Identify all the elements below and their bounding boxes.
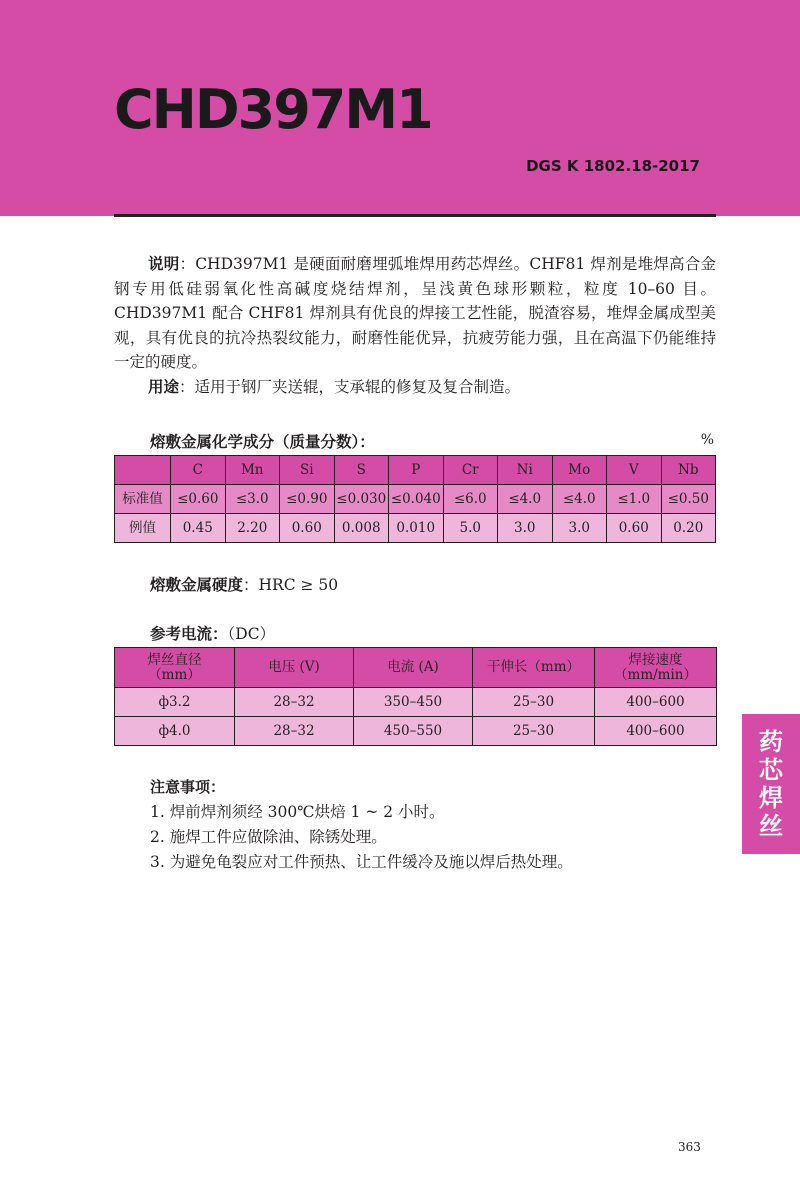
chem-cell: 标准值 (115, 485, 171, 514)
chem-header-mo: Mo (552, 456, 607, 485)
chem-cell: ≤0.50 (661, 485, 716, 514)
hardness-line (150, 573, 338, 595)
current-title-line (150, 622, 275, 644)
current-header-voltage: 电压 (V) (235, 648, 354, 688)
current-title: 参考电流： (150, 625, 228, 643)
chem-cell: ≤0.90 (280, 485, 335, 514)
current-cell: 28–32 (235, 717, 354, 746)
description-label: 说明 (148, 255, 180, 273)
chem-header-v: V (607, 456, 662, 485)
chemistry-table (114, 455, 716, 543)
current-row (115, 717, 717, 746)
standard-code: DGS K 1802.18-2017 (526, 157, 700, 175)
note-item: 2. 施焊工件应做除油、除锈处理。 (150, 828, 387, 846)
header-banner (0, 0, 800, 216)
chemistry-title: 熔敷金属化学成分（质量分数）： (150, 433, 375, 451)
chem-cell: 0.60 (607, 514, 662, 543)
chem-cell: ≤3.0 (225, 485, 280, 514)
notes-block (150, 775, 573, 875)
current-header-row (115, 648, 717, 688)
notes-title: 注意事项： (150, 778, 226, 796)
side-tab-label: 药芯焊丝 (759, 728, 783, 840)
chem-cell: ≤4.0 (552, 485, 607, 514)
chem-cell: 2.20 (225, 514, 280, 543)
chem-header-mn: Mn (225, 456, 280, 485)
current-cell: ф4.0 (115, 717, 235, 746)
chem-cell: 0.60 (280, 514, 335, 543)
current-header-current: 电流 (A) (354, 648, 473, 688)
current-row (115, 688, 717, 717)
hardness-label: 熔敷金属硬度 (150, 576, 244, 594)
current-header-stickout: 干伸长（mm） (473, 648, 595, 688)
current-header-diameter (115, 648, 235, 688)
header-line: 焊丝直径 (147, 651, 202, 668)
chem-cell: ≤6.0 (443, 485, 498, 514)
current-cell: 400–600 (595, 717, 717, 746)
usage-label: 用途 (148, 377, 180, 396)
description-text: ：CHD397M1 是硬面耐磨埋弧堆焊用药芯焊丝。CHF81 焊剂是堆焊高合金钢专用低硅弱氧化性高碱度烧结焊剂，呈浅黄色球形颗粒，粒度 10–60 目。CHD397M1 配合 CHF81 焊剂具有优良的焊接工艺性能，脱渣容易，堆焊金属成型美观，具有优良的抗冷热裂纹能力，耐磨性能优异，抗疲劳能力强，且在高温下仍能维持一定的硬度。 (114, 255, 716, 371)
description-block (114, 252, 716, 399)
note-item: 1. 焊前焊剂须经 300℃烘焙 1 ~ 2 小时。 (150, 803, 445, 821)
chem-header-si: Si (280, 456, 335, 485)
chemistry-example-row (115, 514, 716, 543)
chem-header-c: C (171, 456, 226, 485)
header-rule (114, 214, 716, 217)
current-cell: 25–30 (473, 688, 595, 717)
chem-cell: 5.0 (443, 514, 498, 543)
chem-header-cr: Cr (443, 456, 498, 485)
chem-cell: 3.0 (498, 514, 553, 543)
page-number: 363 (678, 1140, 701, 1154)
header-line: 焊接速度 (628, 651, 683, 668)
chem-cell: ≤0.040 (389, 485, 444, 514)
current-cell: 28–32 (235, 688, 354, 717)
chem-header-blank (115, 456, 171, 485)
chem-cell: ≤0.030 (334, 485, 389, 514)
usage-text: ：适用于钢厂夹送辊，支承辊的修复及复合制造。 (179, 377, 521, 396)
current-cell: ф3.2 (115, 688, 235, 717)
usage-paragraph (114, 375, 716, 400)
chemistry-header-row (115, 456, 716, 485)
current-cell: 400–600 (595, 688, 717, 717)
current-cell: 350–450 (354, 688, 473, 717)
chem-cell: 3.0 (552, 514, 607, 543)
chem-cell: 0.45 (171, 514, 226, 543)
side-tab (742, 714, 800, 854)
chem-header-p: P (389, 456, 444, 485)
chem-header-ni: Ni (498, 456, 553, 485)
chem-cell: 0.010 (389, 514, 444, 543)
description-paragraph (114, 252, 716, 375)
current-header-speed (595, 648, 717, 688)
header-line: （mm/min） (614, 666, 697, 683)
header-line: （mm） (148, 666, 201, 683)
hardness-value: ：HRC ≥ 50 (243, 576, 339, 594)
current-cell: 450–550 (354, 717, 473, 746)
chem-header-s: S (334, 456, 389, 485)
chem-cell: ≤4.0 (498, 485, 553, 514)
current-cell: 25–30 (473, 717, 595, 746)
chem-cell: 0.008 (334, 514, 389, 543)
chemistry-unit: % (700, 432, 714, 448)
note-item: 3. 为避免龟裂应对工件预热、让工件缓冷及施以焊后热处理。 (150, 853, 573, 871)
chem-header-nb: Nb (661, 456, 716, 485)
chem-cell: ≤0.60 (171, 485, 226, 514)
chem-cell: 例值 (115, 514, 171, 543)
current-table (114, 647, 717, 746)
chem-cell: 0.20 (661, 514, 716, 543)
current-type: （DC） (227, 625, 276, 643)
chemistry-standard-row (115, 485, 716, 514)
chem-cell: ≤1.0 (607, 485, 662, 514)
product-title: CHD397M1 (114, 78, 432, 141)
